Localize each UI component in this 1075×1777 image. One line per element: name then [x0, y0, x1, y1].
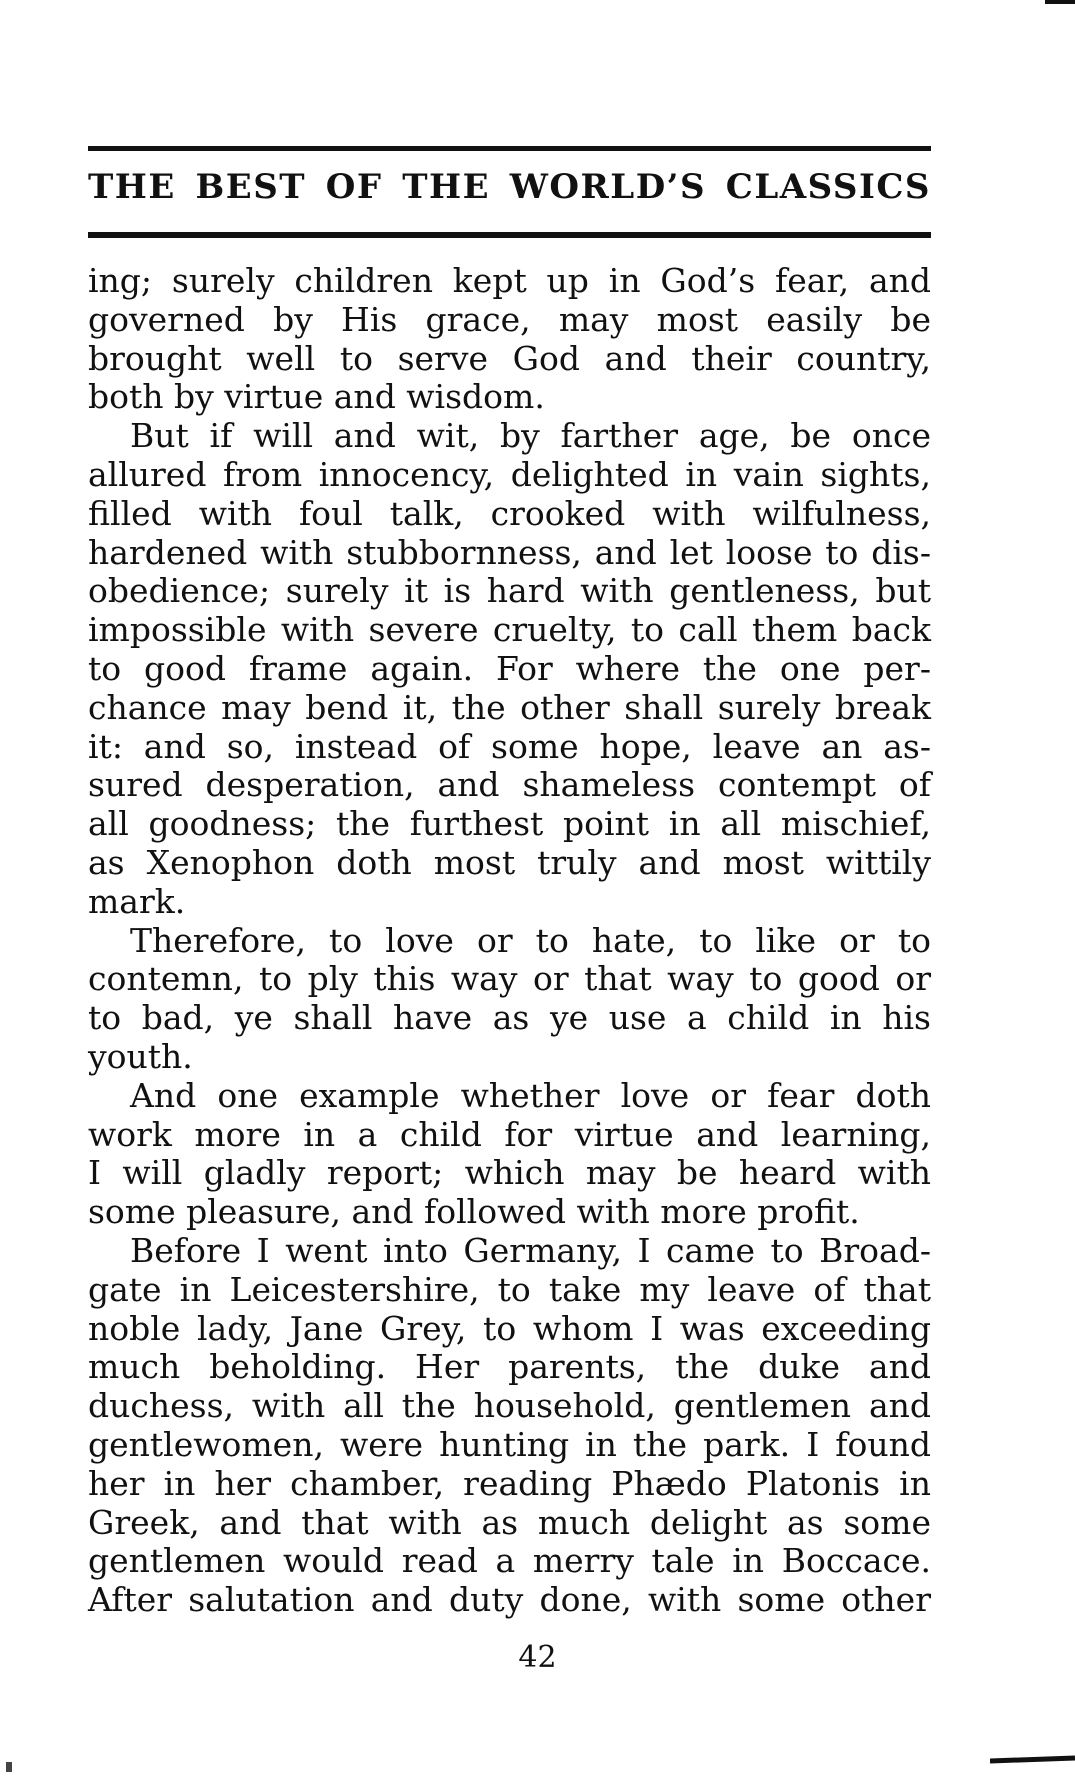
- header-top-rule: [88, 146, 931, 151]
- text-line: I will gladly report; which may be heard with: [88, 1153, 931, 1193]
- text-line: her in her chamber, reading Phædo Platonis in: [88, 1463, 931, 1503]
- text-line: duchess, with all the household, gentlemen and: [88, 1386, 931, 1426]
- text-line: hardened with stubbornness, and let loose to dis-: [88, 532, 931, 572]
- text-line: Before I went into Germany, I came to Broad-: [130, 1230, 931, 1270]
- text-line: contemn, to ply this way or that way to good or: [88, 959, 931, 999]
- text-line: governed by His grace, may most easily be: [88, 299, 931, 339]
- page-body-text: [88, 262, 931, 1620]
- text-line: gentlemen would read a merry tale in Boccace.: [88, 1541, 931, 1581]
- text-line: chance may bend it, the other shall surely break: [88, 687, 931, 727]
- text-line: as Xenophon doth most truly and most wittily: [88, 842, 931, 882]
- text-line: work more in a child for virtue and learning,: [88, 1114, 931, 1154]
- text-line: to good frame again. For where the one per-: [88, 648, 931, 688]
- text-line: But if will and wit, by farther age, be once: [130, 416, 931, 456]
- text-line: both by virtue and wisdom.: [88, 377, 545, 417]
- scan-edge-mark: [6, 1762, 12, 1772]
- text-line: mark.: [88, 881, 186, 921]
- text-line: gate in Leicestershire, to take my leave of that: [88, 1269, 931, 1309]
- text-line: all goodness; the furthest point in all mischief,: [88, 804, 931, 844]
- text-line: brought well to serve God and their country,: [88, 338, 931, 378]
- text-line: obedience; surely it is hard with gentleness, but: [88, 571, 931, 611]
- text-line: After salutation and duty done, with some other: [88, 1580, 931, 1620]
- text-line: noble lady, Jane Grey, to whom I was exceeding: [88, 1308, 931, 1348]
- text-line: And one example whether love or fear doth: [130, 1075, 931, 1115]
- text-line: allured from innocency, delighted in vain sights,: [88, 454, 931, 494]
- text-line: it: and so, instead of some hope, leave an as-: [88, 726, 931, 766]
- text-line: impossible with severe cruelty, to call them back: [88, 610, 931, 650]
- text-line: ing; surely children kept up in God’s fear, and: [88, 261, 931, 300]
- text-line: gentlewomen, were hunting in the park. I found: [88, 1424, 931, 1464]
- scan-edge-mark: [1045, 0, 1075, 4]
- header-bottom-rule: [88, 232, 931, 238]
- scan-edge-mark: [990, 1756, 1075, 1764]
- text-line: youth.: [88, 1036, 193, 1076]
- text-line: Greek, and that with as much delight as some: [88, 1502, 931, 1542]
- running-header: THE BEST OF THE WORLD’S CLASSICS: [88, 167, 931, 207]
- text-line: to bad, ye shall have as ye use a child in his: [88, 998, 931, 1038]
- text-line: sured desperation, and shameless contempt of: [88, 765, 931, 805]
- text-line: filled with foul talk, crooked with wilfulness,: [88, 493, 931, 533]
- text-line: some pleasure, and followed with more profit.: [88, 1192, 860, 1232]
- page-number: 42: [518, 1640, 557, 1675]
- text-line: Therefore, to love or to hate, to like or to: [130, 920, 931, 960]
- text-line: much beholding. Her parents, the duke and: [88, 1347, 931, 1387]
